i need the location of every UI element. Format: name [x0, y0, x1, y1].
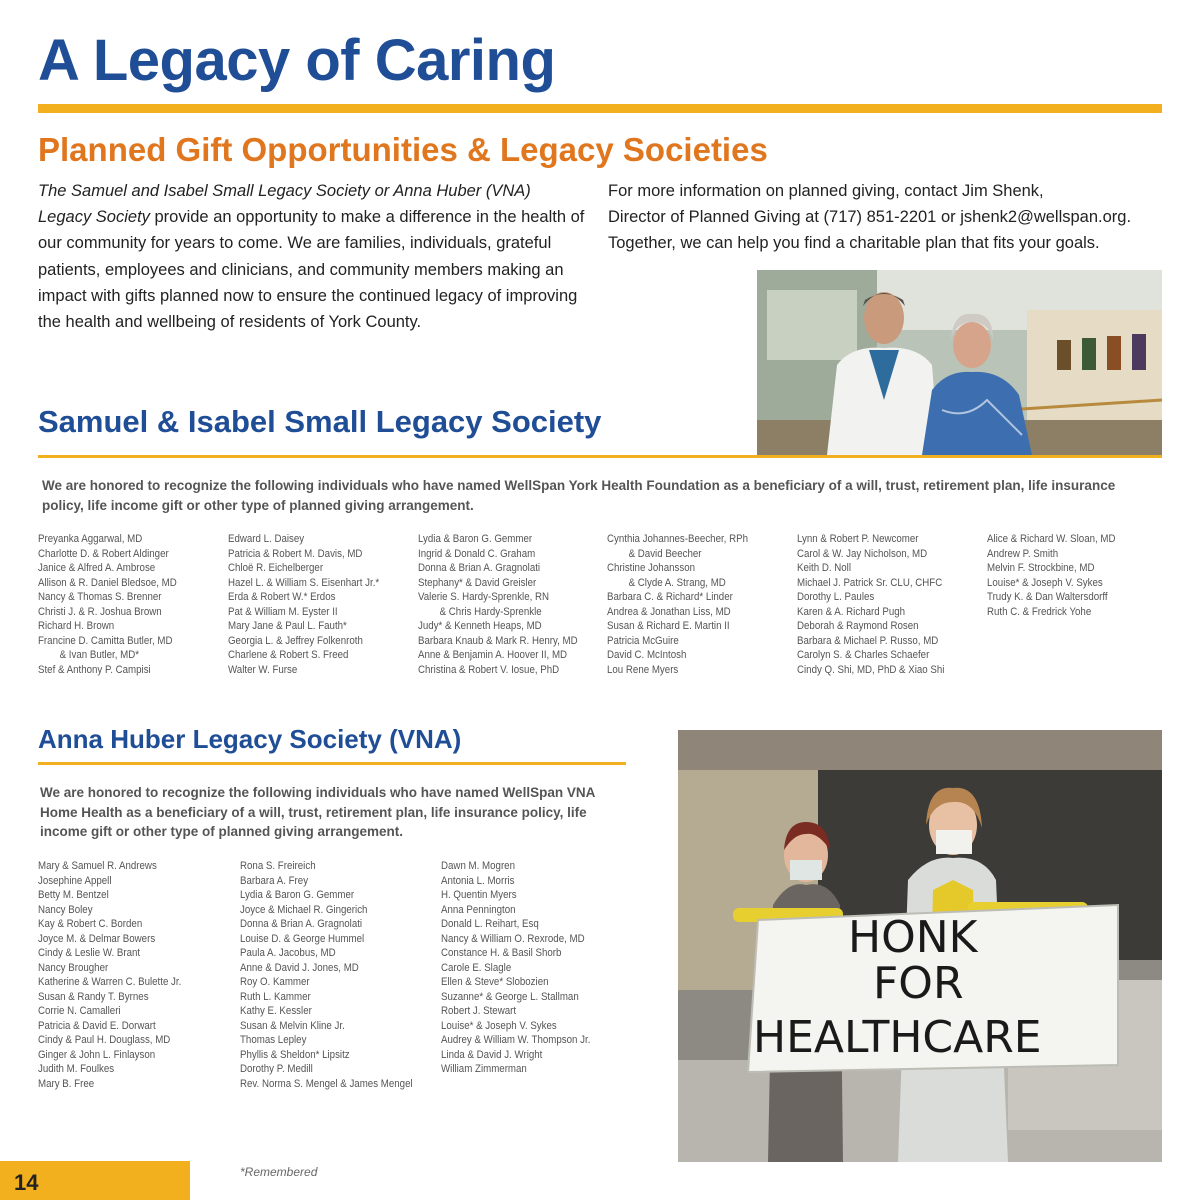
intro-body: provide an opportunity to make a difference in the health of our community for years to come. We are families, individuals, grateful patients, employees and clinicians, and community members making an impact with gifts planned now to ensure the continued legacy of improving the health and wellbeing of residents of York County. — [38, 208, 585, 332]
society1-names-column-3 — [418, 532, 578, 677]
list-item: Mary & Samuel R. Andrews — [38, 860, 157, 872]
list-item: Betty M. Bentzel — [38, 889, 109, 901]
list-item: Mary Jane & Paul L. Fauth* — [228, 620, 347, 632]
list-item: Patricia & David E. Dorwart — [38, 1019, 156, 1032]
society1-intro: We are honored to recognize the following individuals who have named WellSpan York Health Foundation as a beneficiary of a will, trust, retirement plan, life insurance policy, life income gift or other type of planned giving arrangement. — [42, 478, 1116, 513]
list-item: Stef & Anthony P. Campisi — [38, 663, 151, 676]
list-item: Ruth L. Kammer — [240, 990, 311, 1003]
list-item: Joyce & Michael R. Gingerich — [240, 903, 368, 916]
list-item: & Ivan Butler, MD* — [59, 649, 139, 661]
list-item: Christine Johansson — [607, 562, 696, 574]
list-item: Judith M. Foulkes — [38, 1063, 115, 1075]
list-item: Dawn M. Mogren — [441, 860, 515, 872]
list-item: Janice & Alfred A. Ambrose — [38, 562, 156, 574]
list-item: Lydia & Baron G. Gemmer — [418, 533, 533, 545]
sign-line-1: HONK — [848, 912, 978, 963]
society2-names-column-2 — [240, 859, 413, 1091]
list-item: Barbara C. & Richard* Linder — [607, 591, 733, 603]
society-names-italic: The Samuel and Isabel Small Legacy Society or Anna Huber (VNA) — [38, 182, 531, 200]
list-item: H. Quentin Myers — [441, 889, 517, 901]
contact-line-1: For more information on planned giving, contact Jim Shenk, — [608, 182, 1044, 200]
list-item: William Zimmerman — [441, 1063, 527, 1075]
list-item: Audrey & William W. Thompson Jr. — [441, 1034, 591, 1046]
list-item: Antonia L. Morris — [441, 874, 515, 887]
page-title: A Legacy of Caring — [38, 28, 556, 93]
list-item: Judy* & Kenneth Heaps, MD — [418, 620, 542, 632]
list-item: Preyanka Aggarwal, MD — [38, 533, 143, 545]
list-item: Deborah & Raymond Rosen — [797, 620, 919, 632]
list-item: Patricia McGuire — [607, 634, 679, 647]
title-divider — [38, 104, 1162, 113]
list-item: Valerie S. Hardy-Sprenkle, RN — [418, 591, 550, 603]
list-item: Paula A. Jacobus, MD — [240, 947, 336, 959]
list-item: Dorothy P. Medill — [240, 1063, 313, 1075]
list-item: Carole E. Slagle — [441, 961, 512, 974]
list-item: Nancy Brougher — [38, 961, 109, 974]
list-item: Corrie N. Camalleri — [38, 1005, 121, 1017]
list-item: Roy O. Kammer — [240, 976, 310, 988]
list-item: Alice & Richard W. Sloan, MD — [987, 533, 1116, 545]
list-item: Joyce M. & Delmar Bowers — [38, 932, 156, 945]
contact-paragraph — [608, 178, 1168, 257]
list-item: Anne & David J. Jones, MD — [240, 961, 359, 974]
list-item: Anne & Benjamin A. Hoover II, MD — [418, 649, 568, 661]
society2-names-column-1 — [38, 859, 181, 1091]
list-item: Stephany* & David Greisler — [418, 576, 537, 589]
list-item: Josephine Appell — [38, 874, 112, 887]
society-name-italic-2: Legacy Society — [38, 208, 150, 227]
list-item: Louise D. & George Hummel — [240, 932, 365, 945]
society1-heading: Samuel & Isabel Small Legacy Society — [38, 404, 602, 439]
list-item: Susan & Melvin Kline Jr. — [240, 1019, 345, 1032]
list-item: Donna & Brian A. Gragnolati — [240, 918, 363, 930]
contact-line-2: Director of Planned Giving at (717) 851-2201 or jshenk2@wellspan.org. — [608, 208, 1132, 227]
list-item: Ellen & Steve* Slobozien — [441, 976, 549, 988]
society1-names-column-2 — [228, 532, 379, 677]
list-item: Donald L. Reihart, Esq — [441, 918, 539, 930]
society2-intro: We are honored to recognize the following individuals who have named WellSpan VNA Home Health as a beneficiary of a will, trust, retirement plan, life insurance policy, life income gift or other type of planned giving arrangement. — [40, 785, 595, 839]
list-item: Richard H. Brown — [38, 620, 115, 632]
sign-line-3: HEALTHCARE — [753, 1012, 1042, 1063]
list-item: Edward L. Daisey — [228, 533, 305, 545]
list-item: Christi J. & R. Joshua Brown — [38, 605, 162, 618]
list-item: Lydia & Baron G. Gemmer — [240, 889, 355, 901]
list-item: Donna & Brian A. Gragnolati — [418, 562, 541, 574]
list-item: & David Beecher — [628, 547, 702, 560]
list-item: Charlene & Robert S. Freed — [228, 649, 349, 661]
list-item: Christina & Robert V. Iosue, PhD — [418, 663, 560, 676]
list-item: Louise* & Joseph V. Sykes — [987, 576, 1103, 589]
list-item: & Clyde A. Strang, MD — [628, 576, 726, 589]
list-item: Phyllis & Sheldon* Lipsitz — [240, 1048, 350, 1061]
list-item: Ingrid & Donald C. Graham — [418, 547, 536, 560]
list-item: Keith D. Noll — [797, 562, 852, 574]
section-title: Planned Gift Opportunities & Legacy Societies — [38, 131, 768, 168]
intro-paragraph — [38, 178, 603, 335]
list-item: Nancy & William O. Rexrode, MD — [441, 932, 585, 945]
list-item: Suzanne* & George L. Stallman — [441, 990, 579, 1003]
list-item: Chloë R. Eichelberger — [228, 562, 324, 574]
list-item: Nancy & Thomas S. Brenner — [38, 591, 162, 603]
list-item: Linda & David J. Wright — [441, 1048, 543, 1061]
list-item: Mary B. Free — [38, 1077, 95, 1090]
list-item: Louise* & Joseph V. Sykes — [441, 1019, 557, 1032]
list-item: Andrea & Jonathan Liss, MD — [607, 605, 731, 618]
list-item: Charlotte D. & Robert Aldinger — [38, 547, 169, 560]
list-item: Dorothy L. Paules — [797, 591, 875, 603]
list-item: Constance H. & Basil Shorb — [441, 947, 562, 959]
society1-names-column-6 — [987, 532, 1116, 619]
list-item: Rona S. Freireich — [240, 860, 316, 872]
list-item: Thomas Lepley — [240, 1034, 307, 1046]
list-item: Andrew P. Smith — [987, 547, 1059, 560]
doctor-patient-photo — [757, 270, 1162, 455]
list-item: Melvin F. Strockbine, MD — [987, 562, 1095, 574]
list-item: Francine D. Camitta Butler, MD — [38, 634, 173, 647]
list-item: Walter W. Furse — [228, 663, 298, 676]
society1-divider — [38, 455, 1162, 458]
list-item: Robert J. Stewart — [441, 1005, 517, 1017]
society2-heading: Anna Huber Legacy Society (VNA) — [38, 724, 462, 754]
list-item: Hazel L. & William S. Eisenhart Jr.* — [228, 576, 380, 589]
list-item: Allison & R. Daniel Bledsoe, MD — [38, 576, 177, 589]
list-item: Erda & Robert W.* Erdos — [228, 591, 336, 603]
list-item: Carolyn S. & Charles Schaefer — [797, 649, 930, 661]
society2-names-column-3 — [441, 859, 590, 1077]
list-item: Ginger & John L. Finlayson — [38, 1048, 156, 1061]
list-item: Carol & W. Jay Nicholson, MD — [797, 547, 928, 560]
list-item: Lynn & Robert P. Newcomer — [797, 533, 919, 545]
list-item: Barbara & Michael P. Russo, MD — [797, 634, 939, 647]
list-item: Cynthia Johannes-Beecher, RPh — [607, 533, 748, 545]
society1-names-column-1 — [38, 532, 177, 677]
list-item: Michael J. Patrick Sr. CLU, CHFC — [797, 576, 943, 589]
list-item: Anna Pennington — [441, 903, 516, 916]
list-item: Ruth C. & Fredrick Yohe — [987, 605, 1092, 618]
footnote: *Remembered — [240, 1165, 318, 1179]
list-item: Karen & A. Richard Pugh — [797, 605, 906, 618]
list-item: David C. McIntosh — [607, 649, 687, 661]
list-item: Barbara Knaub & Mark R. Henry, MD — [418, 634, 578, 647]
list-item: Cindy & Paul H. Douglass, MD — [38, 1034, 171, 1046]
list-item: Cindy & Leslie W. Brant — [38, 947, 141, 959]
society1-names-column-4 — [607, 532, 748, 677]
list-item: Georgia L. & Jeffrey Folkenroth — [228, 634, 363, 647]
list-item: Patricia & Robert M. Davis, MD — [228, 547, 363, 560]
honk-for-healthcare-photo — [678, 730, 1162, 1162]
society1-names-column-5 — [797, 532, 944, 677]
list-item: Cindy Q. Shi, MD, PhD & Xiao Shi — [797, 663, 945, 676]
list-item: Pat & William M. Eyster II — [228, 605, 338, 618]
list-item: Trudy K. & Dan Waltersdorff — [987, 591, 1108, 603]
society2-divider — [38, 762, 626, 765]
list-item: Barbara A. Frey — [240, 874, 309, 887]
list-item: Rev. Norma S. Mengel & James Mengel — [240, 1077, 413, 1090]
list-item: & Chris Hardy-Sprenkle — [439, 605, 542, 618]
list-item: Susan & Randy T. Byrnes — [38, 990, 149, 1003]
list-item: Katherine & Warren C. Bulette Jr. — [38, 976, 182, 988]
list-item: Kay & Robert C. Borden — [38, 918, 143, 930]
list-item: Susan & Richard E. Martin II — [607, 620, 730, 632]
page-number: 14 — [14, 1170, 39, 1195]
list-item: Lou Rene Myers — [607, 663, 679, 676]
contact-line-3: Together, we can help you find a charitable plan that fits your goals. — [608, 234, 1100, 253]
sign-line-2: FOR — [873, 958, 964, 1009]
list-item: Kathy E. Kessler — [240, 1005, 312, 1017]
list-item: Nancy Boley — [38, 903, 93, 916]
